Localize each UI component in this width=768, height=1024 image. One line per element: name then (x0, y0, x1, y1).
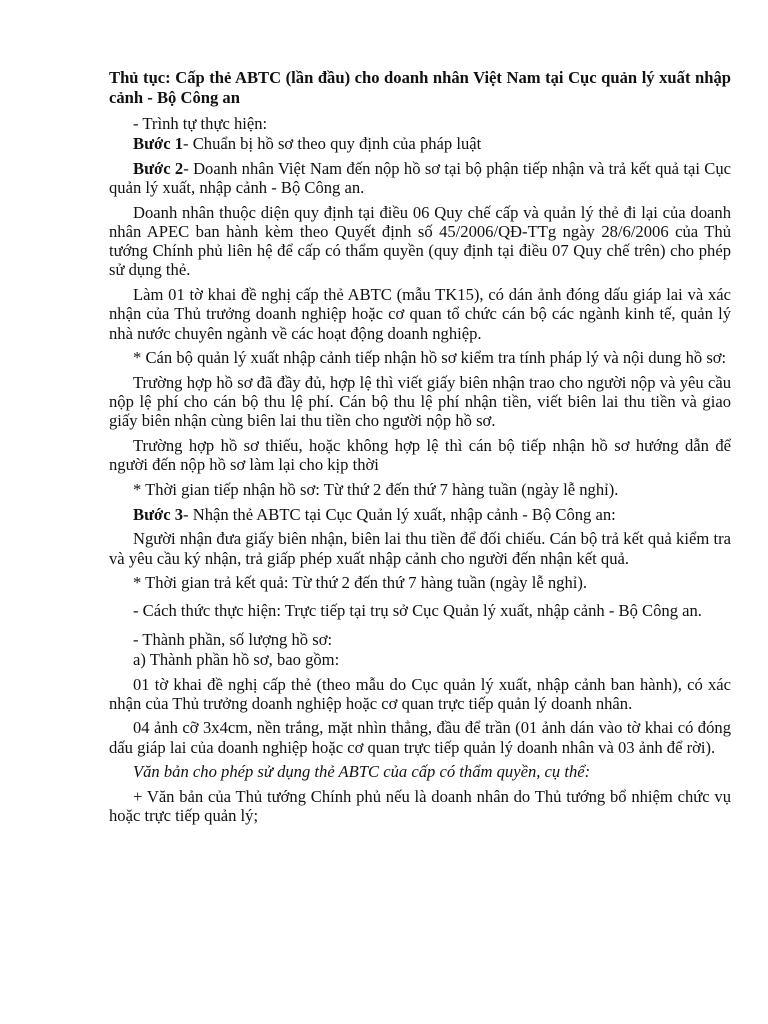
paragraph: 04 ảnh cỡ 3x4cm, nền trắng, mặt nhìn thẳng, đầu để trần (01 ảnh dán vào tờ khai có đóng dấu giáp lai của doanh nghiệp hoặc cơ quan trực tiếp quản lý doanh nhân và 03 ảnh để rời). (109, 718, 731, 757)
document-page (109, 68, 731, 831)
step-1-label: Bước 1 (133, 134, 184, 154)
document-title: Thủ tục: Cấp thẻ ABTC (lần đầu) cho doanh nhân Việt Nam tại Cục quản lý xuất nhập cảnh - Bộ Công an (109, 68, 731, 107)
paragraph: a) Thành phần hồ sơ, bao gồm: (133, 649, 340, 669)
paragraph: * Cán bộ quản lý xuất nhập cảnh tiếp nhận hồ sơ kiểm tra tính pháp lý và nội dung hồ sơ: (133, 348, 727, 368)
paragraph: Người nhận đưa giấy biên nhận, biên lai thu tiền để đối chiếu. Cán bộ trả kết quả kiểm tra và yêu cầu ký nhận, trả giấp phép xuất nhập cảnh cho người đến nhận kết quả. (109, 529, 731, 568)
paragraph: Trường hợp hồ sơ đã đầy đủ, hợp lệ thì viết giấy biên nhận trao cho người nộp và yêu cầu nộp lệ phí cho cán bộ thu lệ phí. Cán bộ thu lệ phí nhận tiền, viết biên lai thu tiền và giao giấy biên nhận cùng biên lai thu tiền cho người nộp hồ sơ. (109, 372, 731, 431)
paragraph: 01 tờ khai đề nghị cấp thẻ (theo mẫu do Cục quản lý xuất, nhập cảnh ban hành), có xác nhận của Thủ trưởng doanh nghiệp hoặc cơ quan trực tiếp quản lý doanh nhân. (109, 674, 731, 713)
italic-paragraph: Văn bản cho phép sử dụng thẻ ABTC của cấp có thẩm quyền, cụ thể: (133, 762, 591, 782)
paragraph: Trường hợp hồ sơ thiếu, hoặc không hợp lệ thì cán bộ tiếp nhận hồ sơ hướng dẫn để người đến nộp hồ sơ làm lại cho kịp thời (109, 436, 731, 475)
method-paragraph: - Cách thức thực hiện: Trực tiếp tại trụ sở Cục Quản lý xuất, nhập cảnh - Bộ Công an. (133, 601, 702, 621)
step-2: Bước 2- Doanh nhân Việt Nam đến nộp hồ sơ tại bộ phận tiếp nhận và trả kết quả tại Cục quản lý xuất, nhập cảnh - Bộ Công an. (109, 158, 732, 198)
paragraph: * Thời gian tiếp nhận hồ sơ: Từ thứ 2 đến thứ 7 hàng tuần (ngày lễ nghỉ). (133, 479, 619, 499)
components-heading: - Thành phần, số lượng hồ sơ: (133, 629, 333, 649)
paragraph: + Văn bản của Thủ tướng Chính phủ nếu là doanh nhân do Thủ tướng bổ nhiệm chức vụ hoặc trực tiếp quản lý; (109, 787, 731, 826)
step-3-label: Bước 3 (133, 504, 184, 524)
step-1: Bước 1- Chuẩn bị hồ sơ theo quy định của pháp luật (133, 134, 482, 154)
step-3: Bước 3- Nhận thẻ ABTC tại Cục Quản lý xuất, nhập cảnh - Bộ Công an: (133, 504, 616, 524)
step-2-label: Bước 2 (133, 158, 184, 178)
paragraph: Doanh nhân thuộc diện quy định tại điều 06 Quy chế cấp và quản lý thẻ đi lại của doanh nhân APEC ban hành kèm theo Quyết định số 45/2006/QĐ-TTg ngày 28/6/2006 của Thủ tướng Chính phủ liên hệ để cấp có thẩm quyền (quy định tại điều 07 Quy chế trên) cho phép sử dụng thẻ. (109, 202, 731, 280)
paragraph: * Thời gian trả kết quả: Từ thứ 2 đến thứ 7 hàng tuần (ngày lễ nghỉ). (133, 573, 588, 593)
paragraph: Làm 01 tờ khai đề nghị cấp thẻ ABTC (mẫu TK15), có dán ảnh đóng dấu giáp lai và xác nhận của Thủ trưởng doanh nghiệp hoặc cơ quan tổ chức cán bộ các ngành kinh tế, quản lý nhà nước chuyên ngành về các hoạt động doanh nghiệp. (109, 285, 731, 343)
procedure-heading: - Trình tự thực hiện: (133, 114, 268, 133)
